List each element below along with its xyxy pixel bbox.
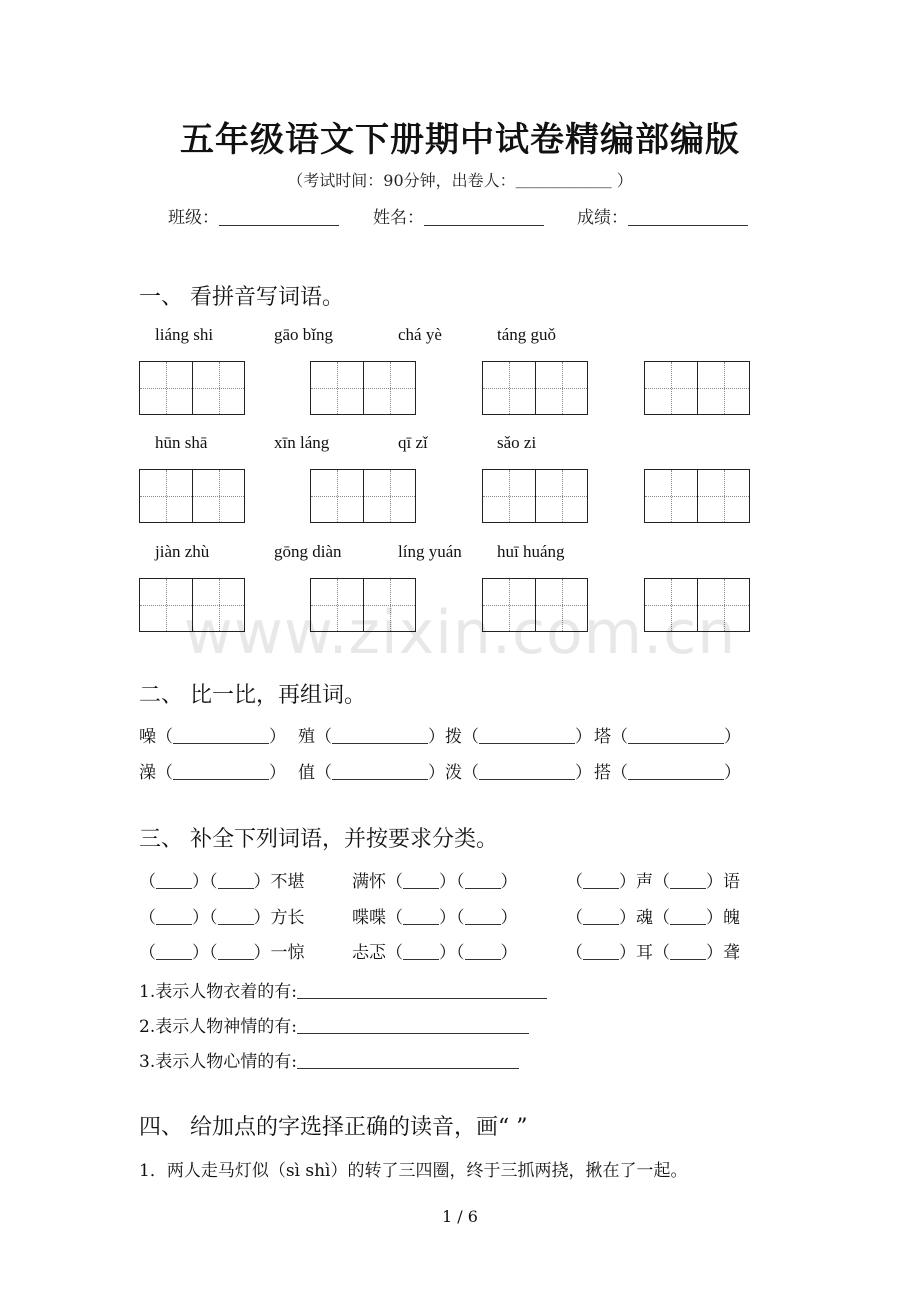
compare-char: 搭: [594, 763, 611, 783]
tianzige-box[interactable]: [139, 361, 245, 415]
idiom-text: 聋: [723, 943, 740, 963]
compare-item: 澡（ ）: [139, 763, 286, 783]
watermark: www.zixin.com.cn: [183, 598, 737, 668]
class-field: [168, 203, 339, 228]
idiom-item: （ ）（ ）不堪: [139, 872, 305, 892]
compare-item: 搭（ ）: [594, 763, 741, 783]
idiom-item: （ ）耳（ ）聋: [566, 943, 740, 963]
idiom-text: 方长: [270, 908, 305, 928]
tianzige-box[interactable]: [139, 469, 245, 523]
question-label: 3.表示人物心情的有:: [139, 1052, 297, 1072]
page-title: 五年级语文下册期中试卷精编部编版: [180, 120, 740, 160]
pinyin-label: chá yè: [398, 325, 442, 344]
section1-heading: 一、 看拼音写词语。: [139, 285, 344, 310]
answer-blank[interactable]: [218, 945, 254, 960]
pinyin-label: gōng diàn: [274, 542, 342, 561]
score-label: 成绩：: [577, 208, 628, 228]
pinyin-label: hūn shā: [155, 433, 208, 452]
pinyin-label: jiàn zhù: [155, 542, 210, 561]
compare-item: 塔（ ）: [594, 727, 741, 747]
pinyin-label: gāo bǐng: [274, 325, 334, 344]
compare-item: 殖（ ）: [298, 727, 445, 747]
answer-blank[interactable]: [465, 945, 501, 960]
idiom-text: 魂: [636, 908, 653, 928]
answer-blank[interactable]: [332, 765, 428, 780]
classify-question: [139, 977, 547, 1002]
tianzige-box[interactable]: [482, 469, 588, 523]
idiom-text: 喋喋: [352, 908, 386, 928]
page-number: 1 / 6: [442, 1207, 478, 1226]
pinyin-label: huī huáng: [497, 542, 565, 561]
classify-question: [139, 1047, 519, 1072]
idiom-text: 耳: [636, 943, 653, 963]
pinyin-label: xīn láng: [274, 433, 330, 452]
compare-char: 噪: [139, 727, 156, 747]
answer-blank[interactable]: [583, 910, 619, 925]
idiom-text: 声: [636, 872, 653, 892]
answer-blank[interactable]: [218, 874, 254, 889]
name-blank: [424, 209, 544, 226]
section4-question-1: 1．两人走马灯似（sì shì）的转了三四圈，终于三抓两挠，揪在了一起。: [139, 1161, 688, 1181]
pinyin-label: qī zǐ: [398, 433, 428, 452]
answer-blank[interactable]: [479, 729, 575, 744]
answer-blank[interactable]: [670, 945, 706, 960]
compare-char: 塔: [594, 727, 611, 747]
section2-heading: 二、 比一比，再组词。: [139, 683, 366, 708]
answer-blank[interactable]: [403, 910, 439, 925]
classify-question: [139, 1012, 529, 1037]
answer-line[interactable]: [297, 984, 547, 999]
score-blank: [628, 209, 748, 226]
answer-blank[interactable]: [403, 945, 439, 960]
pinyin-label: sǎo zi: [497, 433, 537, 452]
answer-blank[interactable]: [218, 910, 254, 925]
pinyin-label: liáng shi: [155, 325, 214, 344]
answer-line[interactable]: [297, 1019, 529, 1034]
compare-item: 值（ ）: [298, 763, 445, 783]
answer-line[interactable]: [297, 1054, 519, 1069]
class-label: 班级：: [168, 208, 219, 228]
answer-blank[interactable]: [670, 874, 706, 889]
compare-char: 澡: [139, 763, 156, 783]
class-blank: [219, 209, 339, 226]
question-label: 2.表示人物神情的有:: [139, 1017, 297, 1037]
answer-blank[interactable]: [628, 729, 724, 744]
section3-heading: 三、 补全下列词语，并按要求分类。: [139, 827, 498, 852]
pinyin-label: líng yuán: [398, 542, 462, 561]
name-field: [373, 203, 544, 228]
idiom-item: 喋喋（ ）（ ）: [352, 908, 518, 928]
idiom-text: 不堪: [270, 872, 305, 892]
idiom-text: 忐忑: [352, 943, 386, 963]
answer-blank[interactable]: [403, 874, 439, 889]
answer-blank[interactable]: [156, 910, 192, 925]
idiom-item: （ ）声（ ）语: [566, 872, 740, 892]
compare-item: 噪（ ）: [139, 727, 286, 747]
idiom-item: （ ）（ ）一惊: [139, 943, 305, 963]
idiom-item: （ ）魂（ ）魄: [566, 908, 740, 928]
compare-char: 殖: [298, 727, 315, 747]
idiom-item: 满怀（ ）（ ）: [352, 872, 518, 892]
answer-blank[interactable]: [173, 765, 269, 780]
idiom-item: 忐忑（ ）（ ）: [352, 943, 518, 963]
tianzige-box[interactable]: [644, 361, 750, 415]
tianzige-box[interactable]: [310, 361, 416, 415]
exam-subtitle: （考试时间：90分钟，出卷人：＿＿＿＿＿＿ ）: [287, 171, 633, 190]
compare-char: 泼: [445, 763, 462, 783]
score-field: [577, 203, 748, 228]
tianzige-box[interactable]: [482, 361, 588, 415]
tianzige-box[interactable]: [310, 469, 416, 523]
compare-item: 泼（ ）: [445, 763, 592, 783]
idiom-text: 一惊: [270, 943, 305, 963]
answer-blank[interactable]: [670, 910, 706, 925]
answer-blank[interactable]: [156, 945, 192, 960]
answer-blank[interactable]: [583, 945, 619, 960]
idiom-text: 魄: [723, 908, 740, 928]
tianzige-box[interactable]: [644, 469, 750, 523]
answer-blank[interactable]: [628, 765, 724, 780]
answer-blank[interactable]: [332, 729, 428, 744]
section4-heading: 四、 给加点的字选择正确的读音，画“ ”: [139, 1115, 528, 1140]
answer-blank[interactable]: [479, 765, 575, 780]
answer-blank[interactable]: [156, 874, 192, 889]
answer-blank[interactable]: [465, 910, 501, 925]
answer-blank[interactable]: [173, 729, 269, 744]
compare-item: 拨（ ）: [445, 727, 592, 747]
compare-char: 拨: [445, 727, 462, 747]
question-label: 1.表示人物衣着的有:: [139, 982, 297, 1002]
answer-blank[interactable]: [465, 874, 501, 889]
name-label: 姓名：: [373, 208, 424, 228]
idiom-item: （ ）（ ）方长: [139, 908, 305, 928]
pinyin-label: táng guǒ: [497, 325, 557, 344]
idiom-text: 语: [723, 872, 740, 892]
compare-char: 值: [298, 763, 315, 783]
answer-blank[interactable]: [583, 874, 619, 889]
idiom-text: 满怀: [352, 872, 386, 892]
